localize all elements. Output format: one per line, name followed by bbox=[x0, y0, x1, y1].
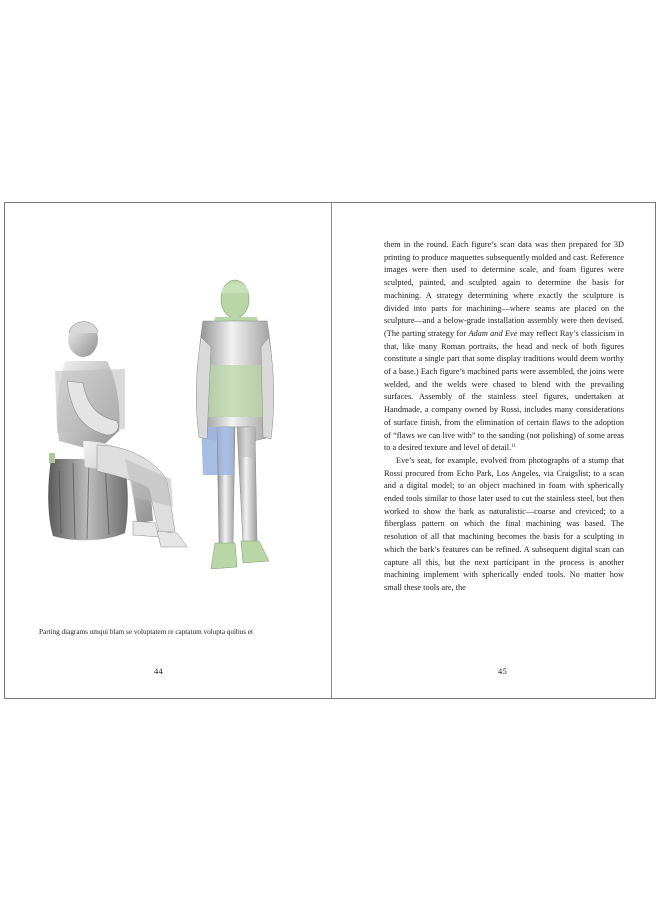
seated-figure-image bbox=[37, 311, 192, 565]
book-spread bbox=[4, 202, 656, 699]
figure-caption: Parting diagrams umqui blam se voluptatem re captatum volupta quibus et bbox=[39, 628, 253, 636]
right-page bbox=[332, 203, 655, 698]
body-text bbox=[384, 239, 624, 595]
footnote-reference[interactable]: 11 bbox=[511, 444, 516, 450]
paragraph-1 bbox=[384, 239, 624, 455]
left-page bbox=[5, 203, 331, 698]
page-number-right: 45 bbox=[498, 666, 508, 676]
artwork-title: Adam and Eve bbox=[468, 328, 518, 338]
paragraph-2: Eve’s seat, for example, evolved from photographs of a stump that Rossi procured from Echo Park, Los Angeles, via Craigslist; to a scan and a digital model; to an object machined in foam with spherically ended tools similar to those later used to cut the stainless steel, but then worked to show the bark as naturalistic—coarse and creviced; to a fiberglass pattern on which the final machining was based. The resolution of all that machining becomes the basis for a sculpting in which the bark’s features can be refined. A subsequent digital scan can capture all this, but the next participant in the process is another machining implement with spherically ended tools. No matter how small these tools are, the bbox=[384, 455, 624, 592]
paragraph-1-end: may reflect Ray’s classicism in that, like many Roman portraits, the head and neck of both figures constitute a single part that some display traditions would deem worthy of a base.) Each figure’s machined parts were assembled, the joins were welded, and the welds were chased to blend with the prevailing surfaces. Assembly of the stainless steel figures, undertaken at Handmade, a company owned by Rossi, includes many considerations of surface finish, from the elimination of certain flaws to the adoption of “flaws we can live with” to the sanding (not polishing) of some areas to a desired texture and level of detail. bbox=[384, 328, 625, 453]
standing-figure-image bbox=[191, 277, 279, 577]
page-number-left: 44 bbox=[154, 666, 164, 676]
paragraph-1-start: them in the round. Each figure’s scan data was then prepared for 3D printing to produce maquettes subsequently molded and cast. Reference images were then used to determine scale, and foam figures were sculpted, painted, and sculpted again to determine the basis for machining. A strategy determining where exactly the sculpture is divided into parts for machining—where seams are placed on the sculpture—and a below-grade installation assembly were then devised. (The parting strategy for bbox=[384, 240, 624, 338]
